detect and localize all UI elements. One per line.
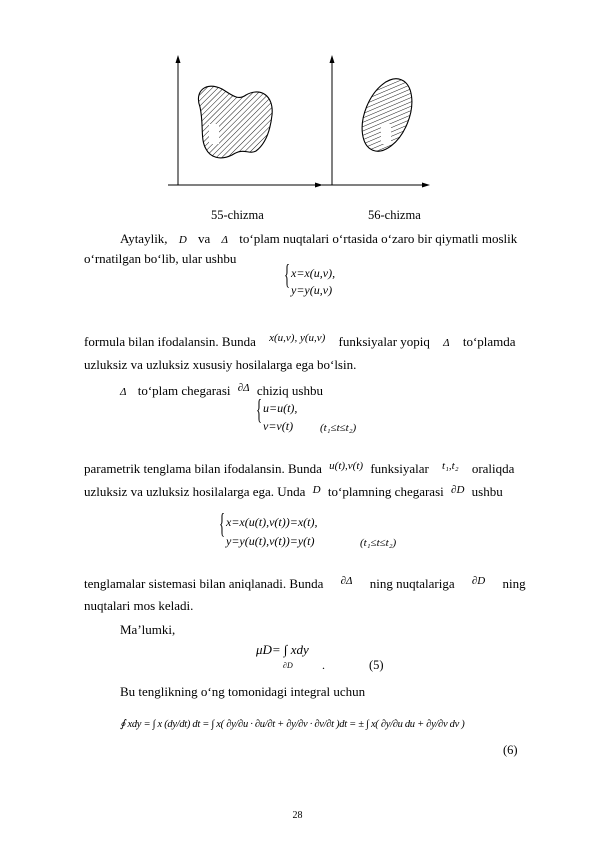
math-delta: Δ	[120, 386, 127, 398]
paragraph-1-line-1	[120, 229, 556, 250]
paragraph-5-line-2: nuqtalari mos keladi.	[84, 598, 194, 613]
math-boundary-delta: ∂Δ	[237, 382, 250, 394]
page-number: 28	[292, 810, 303, 821]
text: ushbu	[471, 484, 503, 499]
text: ning nuqtalariga	[369, 576, 455, 591]
text: to‘plam nuqtalari o‘rtasida o‘zaro bir qiymatli moslik	[239, 231, 518, 246]
eq6-number: (6)	[503, 743, 518, 757]
text: tenglamalar sistemasi bilan aniqlanadi. Bunda	[84, 576, 324, 591]
math-D: D	[312, 484, 321, 496]
text: oraliqda	[471, 461, 515, 476]
math-D: D	[178, 234, 187, 246]
text: funksiyalar	[370, 461, 429, 476]
text: to‘plamning chegarasi	[327, 484, 444, 499]
text: formula bilan ifodalansin. Bunda	[84, 334, 256, 349]
math-boundary-D: ∂D	[451, 484, 465, 496]
figures-55-56	[160, 55, 430, 195]
paragraph-2-line-1	[84, 332, 516, 353]
sys1-line2: y=y(u,v)	[291, 283, 333, 297]
text: ning	[502, 576, 526, 591]
caption-56: 56-chizma	[368, 208, 421, 222]
eq5-period: .	[322, 658, 325, 672]
paragraph-4-line-2	[84, 482, 503, 503]
text: to‘plam chegarasi	[137, 383, 231, 398]
sys3-range: (t₁≤t≤t₂)	[360, 537, 397, 549]
paragraph-7: Bu tenglikning o‘ng tomonidagi integral uchun	[120, 684, 366, 699]
text: funksiyalar yopiq	[338, 334, 430, 349]
sys1-line1: x=x(u,v),	[291, 266, 336, 280]
text: to‘plamda	[462, 334, 516, 349]
text: parametrik tenglama bilan ifodalansin. Bunda	[84, 461, 322, 476]
eq5-subscript: ∂D	[283, 661, 293, 670]
sys2-range: (t₁≤t≤t₂)	[320, 422, 357, 434]
math-delta: Δ	[443, 337, 450, 349]
math-boundary-delta: ∂Δ	[340, 575, 353, 587]
paragraph-5-line-1	[84, 574, 526, 595]
math-uv: u(t),v(t)	[329, 460, 364, 472]
eq6-body: ∮ xdy = ∫ x (dy/dt) dt = ∫ x( ∂y/∂u · ∂u/∂t + ∂y/∂v · ∂v/∂t )dt = ± ∫ x( ∂y/∂u du + ∂y/∂v dv )	[120, 719, 465, 730]
left-brace: {	[219, 509, 226, 540]
sys2-line2: v=v(t)	[263, 419, 294, 433]
eq5-number: (5)	[369, 658, 384, 672]
text: chiziq ushbu	[256, 383, 323, 398]
sys3-line2: y=y(u(t),v(t))=y(t)	[226, 534, 315, 548]
text: uzluksiz va uzluksiz hosilalarga ega. Unda	[84, 484, 306, 499]
paragraph-6: Ma’lumki,	[120, 622, 176, 637]
region-D-55	[198, 86, 272, 158]
caption-55: 55-chizma	[211, 208, 264, 222]
sys3-line1: x=x(u(t),v(t))=x(t),	[226, 515, 318, 529]
left-brace: {	[256, 395, 263, 426]
left-brace: {	[284, 260, 291, 291]
math-boundary-D: ∂D	[471, 575, 486, 587]
math-t1-t2: t₁,t₂	[442, 460, 459, 472]
math-delta: Δ	[221, 234, 229, 246]
eq5-body: μD= ∫ xdy	[256, 642, 309, 657]
text: va	[198, 231, 211, 246]
math-funcs: x(u,v), y(u,v)	[269, 332, 326, 344]
region-delta-56	[352, 72, 421, 159]
paragraph-3	[120, 381, 323, 402]
sys2-line1: u=u(t),	[263, 401, 298, 415]
paragraph-1-line-2: o‘rnatilgan bo‘lib, ular ushbu	[84, 251, 237, 266]
text: Aytaylik,	[120, 231, 168, 246]
paragraph-4-line-1	[84, 459, 514, 480]
paragraph-2-line-2: uzluksiz va uzluksiz xususiy hosilalarga ega bo‘lsin.	[84, 357, 357, 372]
